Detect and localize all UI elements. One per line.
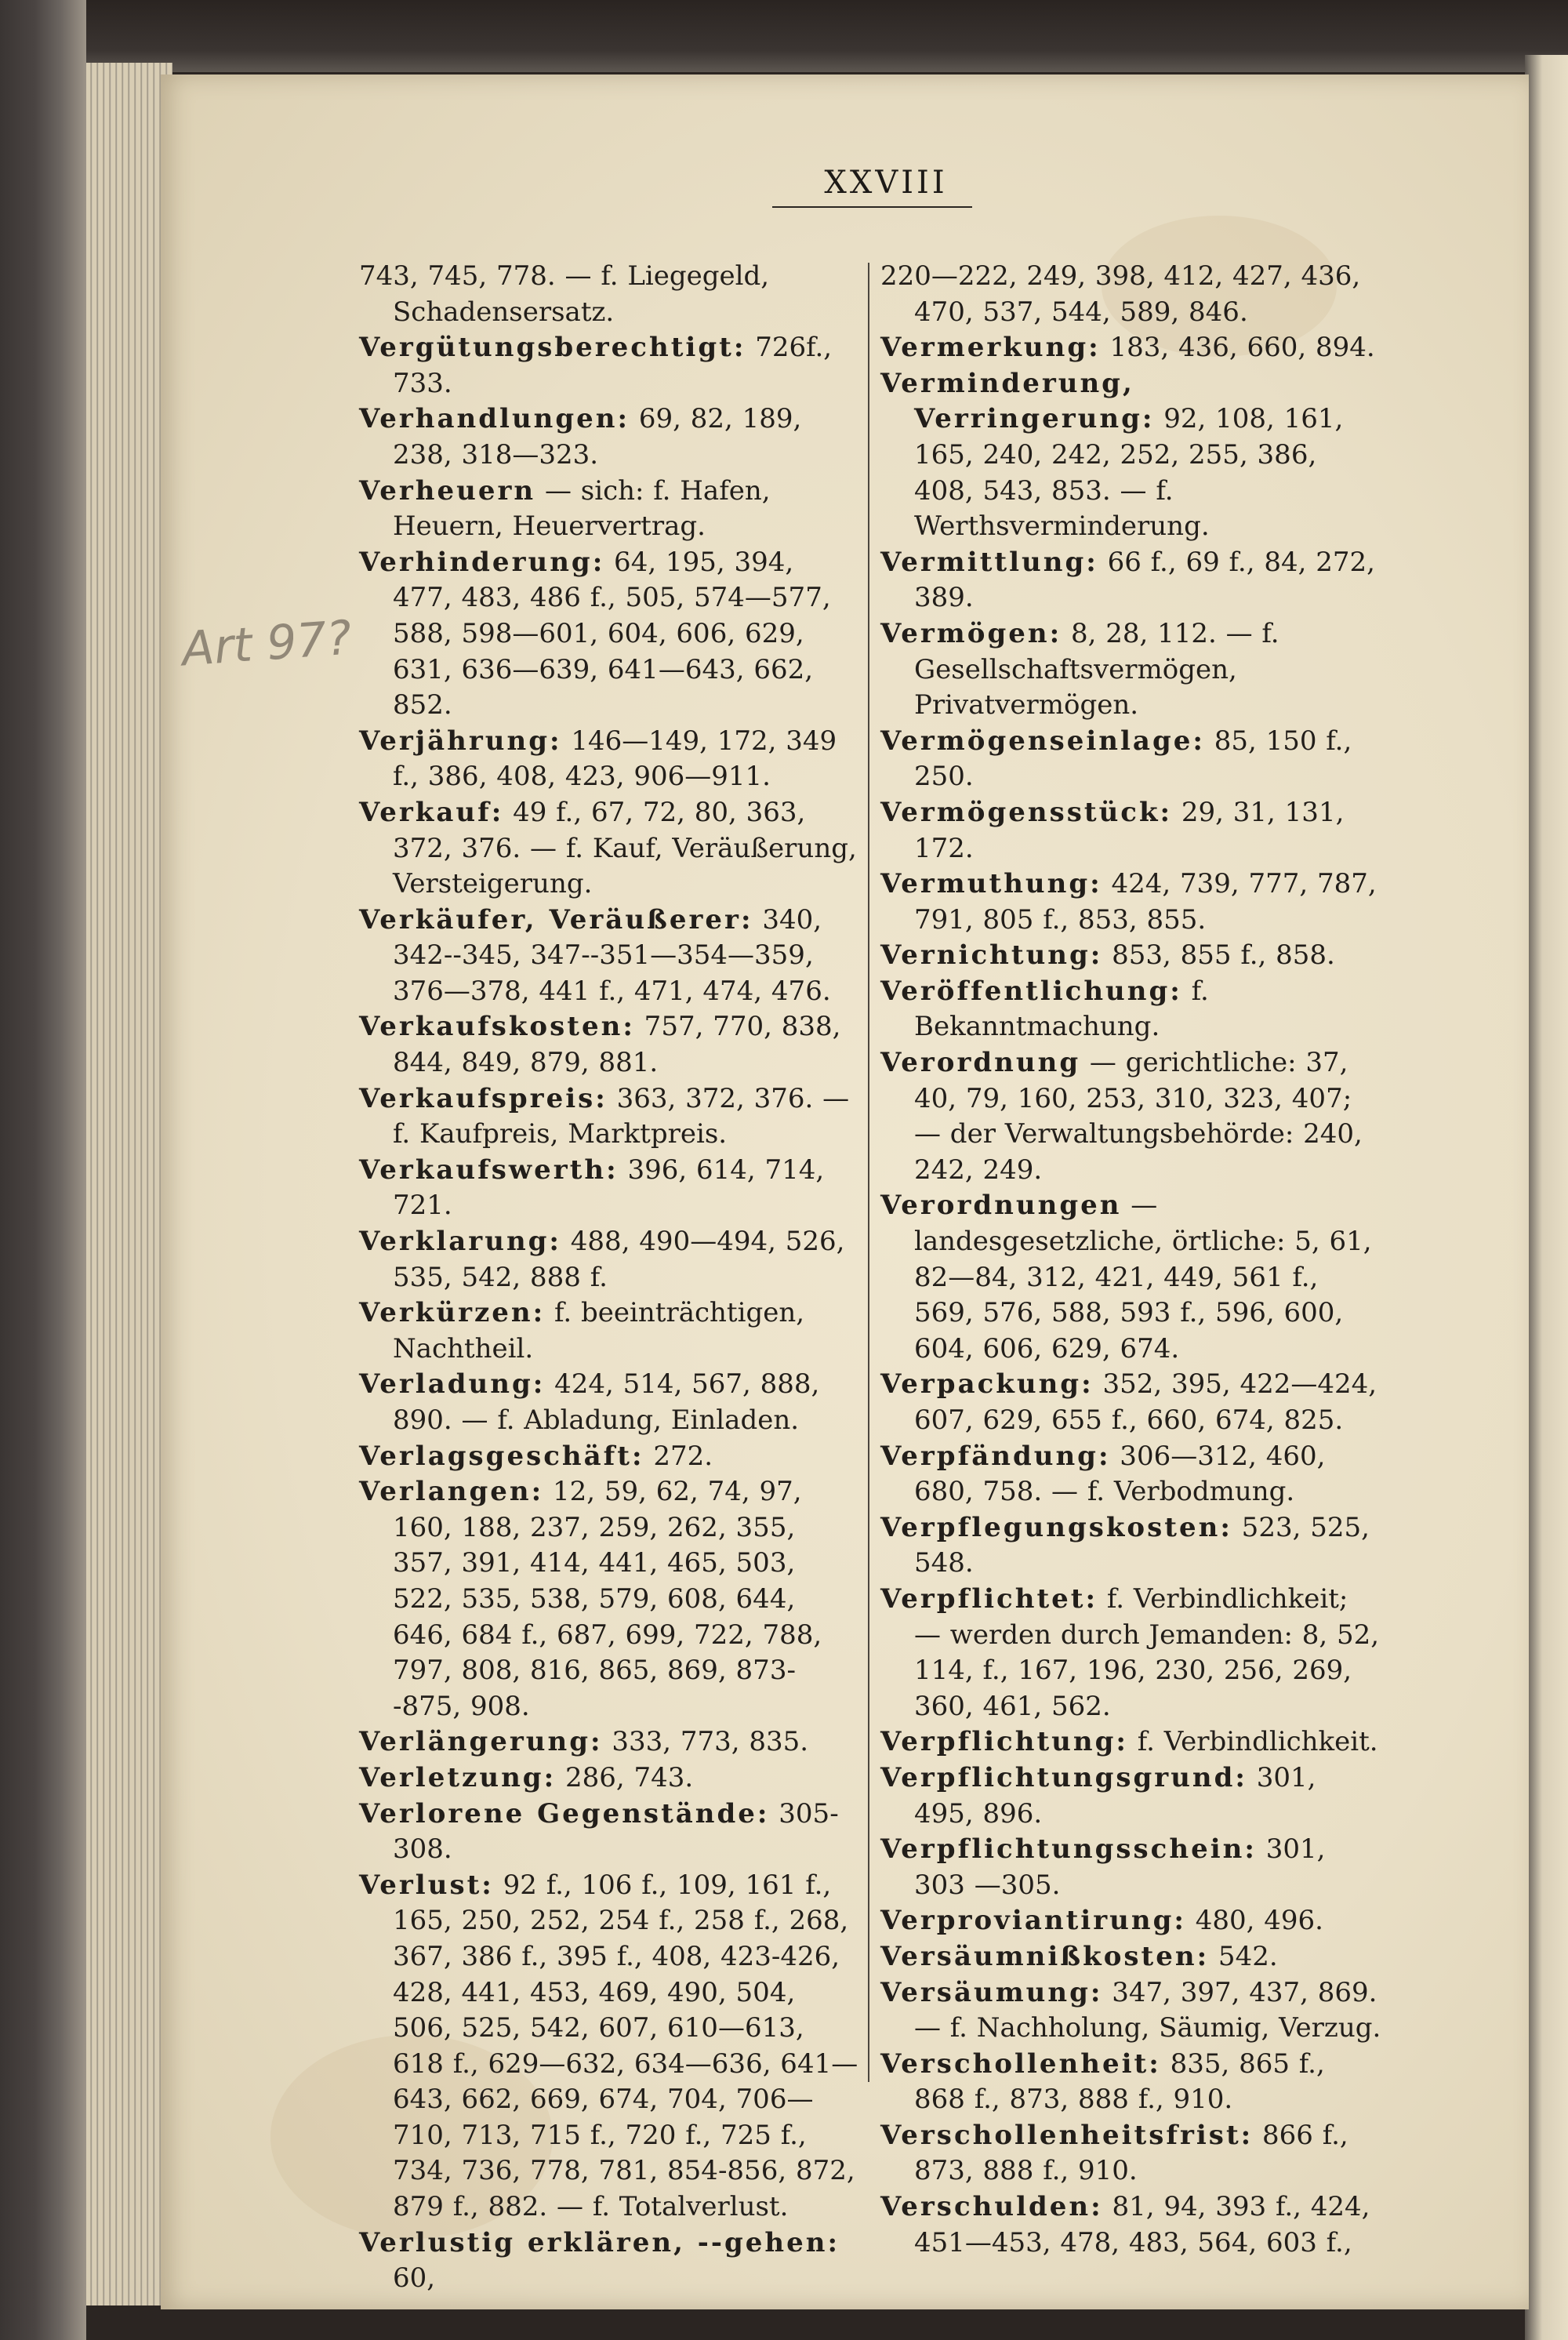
book-spine-edge — [0, 0, 86, 2340]
entry-lemma: Versäumung: — [880, 1976, 1103, 2008]
index-entry — [880, 1975, 1382, 2047]
index-entry — [880, 2047, 1382, 2118]
page-number: XXVIII — [824, 165, 948, 201]
index-entry — [880, 1903, 1382, 1939]
index-entry — [359, 545, 861, 724]
entry-text: 146—149, 172, 349 f., 386, 408, 423, 906—911. — [393, 725, 837, 793]
entry-lemma: Verladung: — [359, 1368, 546, 1401]
index-entry — [359, 1153, 861, 1224]
entry-text: 757, 770, 838, 844, 849, 879, 881. — [393, 1011, 841, 1079]
index-entry — [359, 1081, 861, 1153]
entry-text: 183, 436, 660, 894. — [1100, 332, 1375, 364]
index-entry — [880, 1832, 1382, 1903]
entry-lemma: Vermittlung: — [880, 546, 1098, 578]
index-entry — [880, 974, 1382, 1045]
header-rule — [772, 206, 972, 208]
index-entry — [359, 1868, 861, 2226]
page-stack-edges — [86, 63, 172, 2305]
entry-lemma: Verhinderung: — [359, 546, 605, 578]
index-entry — [880, 1188, 1382, 1367]
entry-text: 305-308. — [393, 1797, 839, 1866]
index-entry — [359, 1439, 861, 1475]
index-entry — [359, 1474, 861, 1724]
entry-text: 523, 525, 548. — [914, 1511, 1370, 1579]
index-entry — [880, 724, 1382, 795]
index-entry — [359, 795, 861, 903]
entry-lemma: Verkaufswerth: — [359, 1154, 619, 1186]
entry-text: 81, 94, 393 f., 424, 451—453, 478, 483, 564, 603 f., — [914, 2191, 1370, 2258]
book-top-edge — [0, 0, 1568, 72]
entry-lemma: Verminderung, Verringerung: — [880, 367, 1155, 435]
entry-text: — gerichtliche: 37, 40, 79, 160, 253, 310, 323, 407; — der Verwaltungsbehörde: 240, 242, 249. — [914, 1047, 1363, 1186]
entry-lemma: Verkaufskosten: — [359, 1011, 635, 1043]
entry-text: 488, 490—494, 526, 535, 542, 888 f. — [393, 1226, 845, 1293]
entry-lemma: Verlust: — [359, 1869, 494, 1901]
entry-text: 424, 739, 777, 787, 791, 805 f., 853, 855. — [914, 868, 1377, 936]
entry-text: 480, 496. — [1185, 1905, 1323, 1937]
entry-text: 8, 28, 112. — f. Gesellschaftsvermögen, Privatvermögen. — [914, 617, 1279, 721]
entry-lemma: Verpflichtung: — [880, 1726, 1128, 1758]
entry-lemma: Vergütungsberechtigt: — [359, 332, 746, 364]
index-entry — [880, 1439, 1382, 1510]
entry-lemma: Verkaufspreis: — [359, 1082, 608, 1114]
entry-text: 424, 514, 567, 888, 890. — f. Abladung, Einladen. — [393, 1368, 820, 1436]
entry-text: 60, — [393, 2262, 436, 2295]
entry-text: 49 f., 67, 72, 80, 363, 372, 376. — f. Kauf, Veräußerung, Versteigerung. — [393, 796, 857, 900]
index-entry — [880, 2118, 1382, 2189]
index-entry — [880, 1367, 1382, 1438]
entry-lemma: Verpflichtungsschein: — [880, 1833, 1257, 1866]
entry-lemma: Vernichtung: — [880, 939, 1103, 972]
index-entry — [359, 1367, 861, 1438]
entry-text: 340, 342--345, 347--351—354—359, 376—378, 441 f., 471, 474, 476. — [393, 903, 831, 1007]
entry-lemma: Vermerkung: — [880, 332, 1101, 364]
index-entry — [880, 616, 1382, 724]
entry-text: 866 f., 873, 888 f., 910. — [914, 2119, 1348, 2187]
index-entry — [359, 2226, 861, 2297]
index-entry — [880, 259, 1382, 330]
index-entry — [359, 903, 861, 1010]
index-entry — [359, 1724, 861, 1760]
index-entry — [359, 1797, 861, 1868]
entry-text: 306—312, 460, 680, 758. — f. Verbodmung. — [914, 1440, 1326, 1508]
entry-lemma: Verkürzen: — [359, 1297, 546, 1329]
index-entry — [880, 867, 1382, 938]
entry-text: 363, 372, 376. — f. Kaufpreis, Marktpreis. — [393, 1082, 850, 1150]
index-entry — [880, 2189, 1382, 2261]
index-column-left — [359, 259, 861, 2297]
index-entry — [359, 1760, 861, 1797]
entry-text: 347, 397, 437, 869. — f. Nachholung, Säumig, Verzug. — [914, 1976, 1381, 2044]
index-entry — [359, 402, 861, 473]
index-entry — [359, 1295, 861, 1367]
entry-lemma: Vermögen: — [880, 617, 1062, 649]
entry-lemma: Vermögensstück: — [880, 796, 1173, 828]
entry-lemma: Verschollenheitsfrist: — [880, 2119, 1254, 2151]
entry-text: 396, 614, 714, 721. — [393, 1154, 825, 1222]
index-entry — [880, 330, 1382, 366]
entry-lemma: Verletzung: — [359, 1761, 557, 1793]
entry-text: 272. — [644, 1440, 713, 1472]
entry-text: 301, 495, 896. — [914, 1761, 1316, 1829]
facing-page-edge — [1525, 55, 1568, 2340]
entry-lemma: Verhandlungen: — [359, 403, 630, 435]
entry-lemma: Versäumnißkosten: — [880, 1940, 1210, 1972]
entry-lemma: Verpackung: — [880, 1368, 1094, 1401]
entry-lemma: Verordnungen — [880, 1190, 1122, 1222]
entry-text: 69, 82, 189, 238, 318—323. — [393, 403, 802, 471]
index-entry — [880, 1724, 1382, 1760]
entry-lemma: Verpflegungskosten: — [880, 1511, 1232, 1543]
entry-text: 542. — [1209, 1940, 1278, 1972]
entry-lemma: Verpflichtungsgrund: — [880, 1761, 1247, 1793]
index-entry — [359, 474, 861, 545]
entry-lemma: Verlagsgeschäft: — [359, 1440, 644, 1472]
entry-lemma: Verkauf: — [359, 796, 504, 828]
index-entry — [359, 1009, 861, 1081]
entry-text: f. Bekanntmachung. — [914, 975, 1209, 1043]
entry-lemma: Verklarung: — [359, 1226, 561, 1258]
entry-lemma: Verordnung — [880, 1047, 1081, 1079]
entry-text: 85, 150 f., 250. — [914, 725, 1352, 793]
entry-lemma: Verkäufer, Veräußerer: — [359, 903, 753, 936]
entry-text: 301, 303 —305. — [914, 1833, 1326, 1901]
entry-lemma: Verpflichtet: — [880, 1582, 1098, 1615]
entry-lemma: Verschulden: — [880, 2191, 1103, 2223]
entry-lemma: Verlustig erklären, --gehen: — [359, 2226, 840, 2258]
entry-lemma: Veröffentlichung: — [880, 975, 1182, 1007]
entry-text: 220—222, 249, 398, 412, 427, 436, 470, 537, 544, 589, 846. — [880, 260, 1361, 328]
entry-text: f. beeinträchtigen, Nachtheil. — [393, 1297, 805, 1364]
index-entry — [359, 259, 861, 330]
entry-text: 743, 745, 778. — f. Liegegeld, Schadensersatz. — [359, 260, 770, 328]
index-entry — [359, 724, 861, 795]
entry-lemma: Verschollenheit: — [880, 2048, 1161, 2080]
index-entry — [880, 1582, 1382, 1724]
entry-text: 333, 773, 835. — [602, 1726, 809, 1758]
index-entry — [880, 366, 1382, 545]
entry-text: 92, 108, 161, 165, 240, 242, 252, 255, 386, 408, 543, 853. — f. Werthsverminderung. — [914, 403, 1344, 543]
entry-lemma: Vermuthung: — [880, 868, 1102, 900]
index-entry — [880, 1510, 1382, 1582]
index-entry — [880, 1045, 1382, 1188]
entry-lemma: Verlängerung: — [359, 1726, 603, 1758]
index-entry — [880, 938, 1382, 974]
index-entry — [880, 1939, 1382, 1975]
entry-lemma: Verpfändung: — [880, 1440, 1111, 1472]
entry-lemma: Vermögenseinlage: — [880, 725, 1205, 757]
entry-text: 835, 865 f., 868 f., 873, 888 f., 910. — [914, 2048, 1325, 2116]
entry-text: — sich: f. Hafen, Heuern, Heuervertrag. — [393, 474, 771, 543]
entry-text: 66 f., 69 f., 84, 272, 389. — [914, 546, 1375, 614]
index-entry — [359, 1224, 861, 1295]
index-entry — [880, 1760, 1382, 1832]
column-divider — [868, 263, 869, 2082]
entry-text: 12, 59, 62, 74, 97, 160, 188, 237, 259, 262, 355, 357, 391, 414, 441, 465, 503, 522, 535, 538, 579, 608, 644, 646, 684 f., 687, 699, 722, 788, 797, 808, 816, 865, 869, 873--875, 908. — [393, 1476, 822, 1722]
entry-lemma: Verjährung: — [359, 725, 562, 757]
entry-lemma: Verproviantirung: — [880, 1905, 1186, 1937]
entry-text: — landesgesetzliche, örtliche: 5, 61, 82—84, 312, 421, 449, 561 f., 569, 576, 588, 593 f., 596, 600, 604, 606, 629, 674. — [914, 1190, 1372, 1364]
entry-text: f. Verbindlichkeit. — [1127, 1726, 1378, 1758]
entry-text: 92 f., 106 f., 109, 161 f., 165, 250, 252, 254 f., 258 f., 268, 367, 386 f., 395 f., 408, 423-426, 428, 441, 453, 469, 490, 504, 506, 525, 542, 607, 610—613, 618 f., 629—632, 634—636, 641—643, 662, 669, 674, 704, 706—710, 713, 715 f., 720 f., 725 f., 734, 736, 778, 781, 854-856, 872, 879 f., 882. — f. Totalverlust. — [393, 1869, 858, 2223]
entry-text: 64, 195, 394, 477, 483, 486 f., 505, 574—577, 588, 598—601, 604, 606, 629, 631, 636—639, 641—643, 662, 852. — [393, 546, 831, 721]
entry-text: 352, 395, 422—424, 607, 629, 655 f., 660, 674, 825. — [914, 1368, 1377, 1436]
entry-text: 286, 743. — [556, 1761, 694, 1793]
entry-text: 29, 31, 131, 172. — [914, 796, 1345, 864]
entry-text: 853, 855 f., 858. — [1102, 939, 1335, 972]
index-entry — [880, 795, 1382, 867]
index-column-right — [880, 259, 1382, 2261]
index-entry — [880, 545, 1382, 616]
handwritten-margin-note: Art 97? — [180, 610, 354, 678]
entry-lemma: Verlangen: — [359, 1476, 544, 1508]
entry-lemma: Verlorene Gegenstände: — [359, 1797, 770, 1829]
entry-lemma: Verheuern — [359, 474, 536, 507]
index-entry — [359, 330, 861, 402]
entry-text: f. Verbindlichkeit; — werden durch Jemanden: 8, 52, 114, f., 167, 196, 230, 256, 269, 360, 461, 562. — [914, 1582, 1380, 1722]
entry-text: 726f., 733. — [393, 332, 833, 399]
